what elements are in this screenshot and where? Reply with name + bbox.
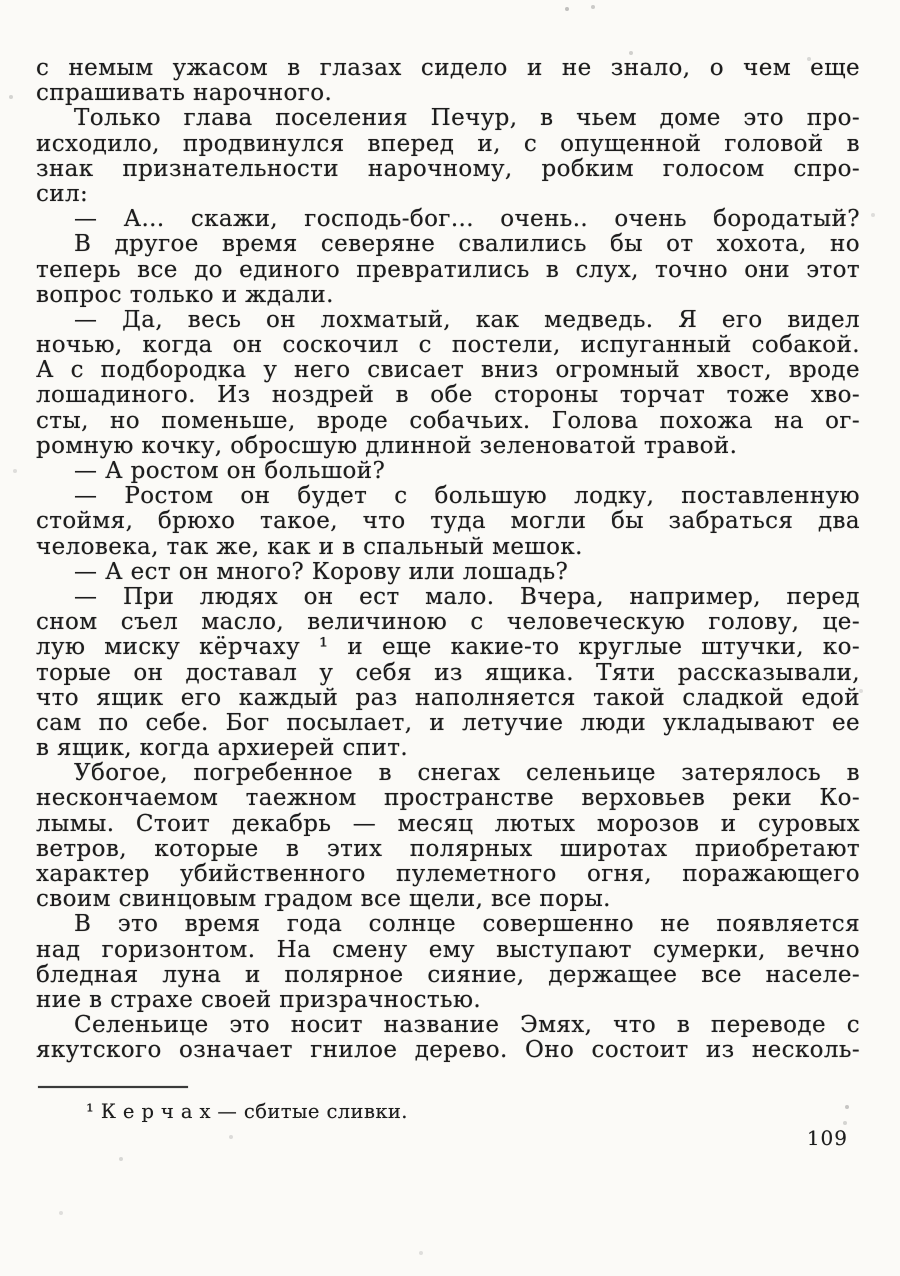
text-line: сты, но поменьше, вроде собачьих. Голова похожа на ог- bbox=[36, 408, 860, 434]
scan-noise bbox=[0, 0, 2, 2]
text-line: с немым ужасом в глазах сидело и не знало, о чем еще bbox=[36, 56, 860, 81]
text-line: сном съел масло, величиною с человеческую голову, це- bbox=[36, 610, 860, 636]
page-number: 109 bbox=[806, 1126, 848, 1150]
text-line: — А ест он много? Корову или лошадь? bbox=[74, 559, 569, 585]
text-line: ветров, которые в этих полярных широтах приобретают bbox=[36, 836, 860, 862]
text-line: Селеньице это носит название Эмях, что в переводе с bbox=[74, 1013, 860, 1039]
text-line: Убогое, погребенное в снегах селеньице затерялось в bbox=[74, 761, 860, 787]
text-line: — Ростом он будет с большую лодку, поставленную bbox=[74, 484, 860, 510]
text-line: бледная луна и полярное сияние, держащее все населе- bbox=[36, 962, 860, 988]
text-line: А с подбородка у него свисает вниз огромный хвост, вроде bbox=[36, 358, 860, 384]
text-line: В другое время северяне свалились бы от хохота, но bbox=[74, 232, 860, 258]
text-line: ние в страхе своей призрачностью. bbox=[36, 987, 482, 1013]
text-line: якутского означает гнилое дерево. Оно состоит из несколь- bbox=[36, 1038, 860, 1064]
text-line: торые он доставал у себя из ящика. Тяти рассказывали, bbox=[36, 660, 860, 686]
text-line: характер убийственного пулеметного огня, поражающего bbox=[36, 862, 860, 887]
text-line: теперь все до единого превратились в слух, точно они этот bbox=[36, 257, 860, 283]
text-line: сил: bbox=[36, 181, 89, 207]
text-line: В это время года солнце совершенно не появляется bbox=[74, 912, 860, 938]
footnote-divider bbox=[38, 1086, 188, 1088]
text-line: лошадиного. Из ноздрей в обе стороны торчат тоже хво- bbox=[36, 383, 860, 409]
text-line: Только глава поселения Печур, в чьем доме это про- bbox=[74, 106, 860, 132]
footnote: ¹ К е р ч а х — сбитые сливки. bbox=[86, 1100, 408, 1123]
text-line: знак признательности нарочному, робким голосом спро- bbox=[36, 156, 860, 182]
text-line: ромную кочку, обросшую длинной зеленоватой травой. bbox=[36, 433, 738, 459]
text-line: сам по себе. Бог посылает, и летучие люди укладывают ее bbox=[36, 710, 860, 736]
text-block bbox=[36, 56, 860, 1064]
text-line: лую миску кёрчаху ¹ и еще какие-то круглые штучки, ко- bbox=[36, 635, 860, 661]
text-line: человека, так же, как и в спальный мешок. bbox=[36, 534, 583, 560]
text-line: своим свинцовым градом все щели, все поры. bbox=[36, 887, 611, 913]
text-line: лымы. Стоит декабрь — месяц лютых морозов и суровых bbox=[36, 811, 860, 837]
text-line: над горизонтом. На смену ему выступают сумерки, вечно bbox=[36, 937, 860, 963]
text-line: — А ростом он большой? bbox=[74, 459, 386, 484]
text-line: стоймя, брюхо такое, что туда могли бы забраться два bbox=[36, 509, 860, 535]
text-line: — А... скажи, господь-бог... очень.. очень бородатый? bbox=[74, 207, 860, 233]
text-line: — При людях он ест мало. Вчера, например, перед bbox=[74, 584, 860, 610]
text-line: спрашивать нарочного. bbox=[36, 81, 333, 107]
text-line: что ящик его каждый раз наполняется такой сладкой едой bbox=[36, 685, 860, 711]
text-line: — Да, весь он лохматый, как медведь. Я его видел bbox=[74, 307, 860, 333]
text-line: исходило, продвинулся вперед и, с опущенной головой в bbox=[36, 131, 860, 157]
text-line: ночью, когда он соскочил с постели, испуганный собакой. bbox=[36, 333, 860, 359]
text-line: вопрос только и ждали. bbox=[36, 282, 334, 308]
text-line: в ящик, когда архиерей спит. bbox=[36, 736, 409, 762]
text-line: нескончаемом таежном пространстве верховьев реки Ко- bbox=[36, 786, 860, 812]
